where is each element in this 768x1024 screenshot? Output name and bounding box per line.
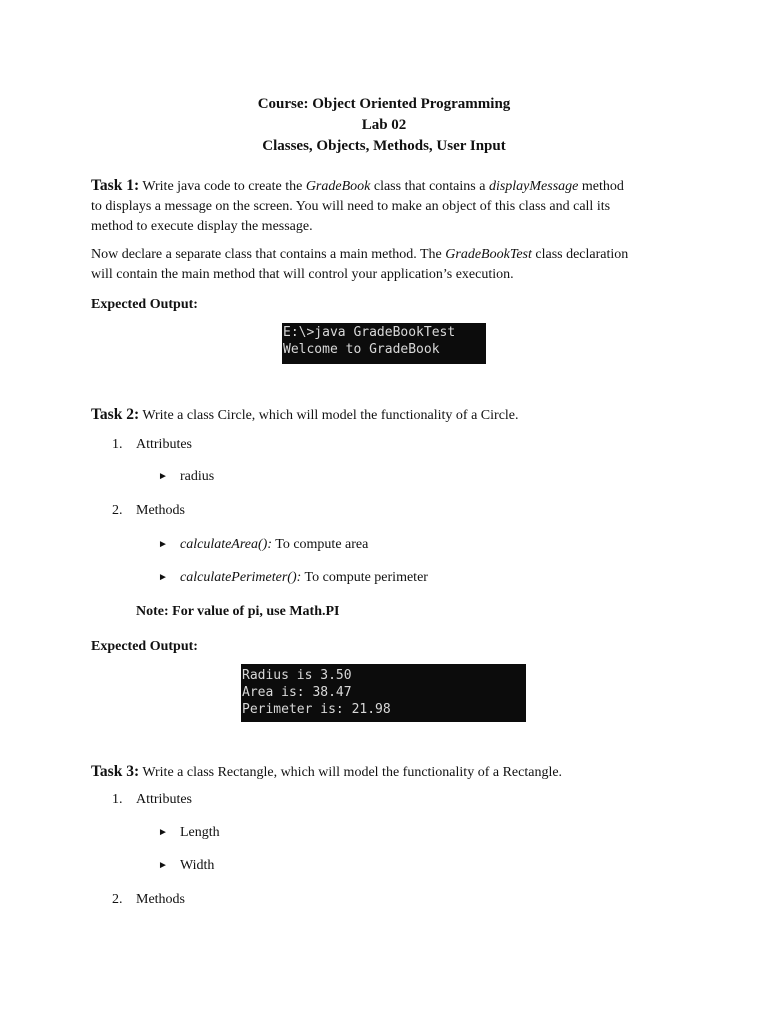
display-message-method-name: displayMessage: [488, 179, 579, 194]
bullet-icon: ►: [158, 539, 168, 550]
task2-console-output: [241, 664, 526, 722]
bullet-icon: ►: [158, 471, 168, 482]
task2-text: Write a class Circle, which will model the functionality of a Circle.: [139, 408, 519, 423]
console-line: Perimeter is: 21.98: [242, 702, 391, 717]
method-name: calculatePerimeter():: [180, 570, 302, 585]
task1-text: method to execute display the message.: [91, 219, 313, 234]
task3-paragraph: [91, 762, 691, 783]
task2-method-perimeter: [180, 570, 428, 586]
task3-item2-number: 2.: [112, 892, 123, 907]
task1-text: will contain the main method that will control your application’s execution.: [91, 267, 514, 282]
course-title: Course: Object Oriented Programming: [257, 96, 511, 112]
method-name: calculateArea():: [180, 537, 272, 552]
task2-paragraph: [91, 405, 691, 426]
task2-attribute-radius: radius: [180, 469, 215, 484]
gradebook-class-name: GradeBook: [305, 179, 371, 194]
task3-item2-label: Methods: [136, 892, 185, 907]
task3-attribute-length: Length: [180, 825, 220, 840]
task2-item1-number: 1.: [112, 437, 123, 452]
task3-text: Write a class Rectangle, which will model the functionality of a Rectangle.: [139, 765, 563, 780]
method-desc: To compute perimeter: [301, 570, 428, 585]
bullet-icon: ►: [158, 572, 168, 583]
console-line: Welcome to GradeBook: [283, 342, 440, 357]
task1-text: to displays a message on the screen. You will need to make an object of this class and call its: [91, 199, 611, 214]
task1-text: class declaration: [531, 247, 629, 262]
bullet-icon: ►: [158, 860, 168, 871]
task1-paragraph-2: [91, 245, 691, 285]
task3-attribute-width: Width: [180, 858, 215, 873]
task3-item1-number: 1.: [112, 792, 123, 807]
task1-console-output: [282, 323, 486, 364]
task1-text: Write java code to create the: [139, 179, 306, 194]
method-desc: To compute area: [272, 537, 369, 552]
task1-label: Task 1:: [91, 177, 140, 194]
task1-text: Now declare a separate class that contains a main method. The: [91, 247, 446, 262]
task3-label: Task 3:: [91, 763, 140, 780]
task2-expected-output-label: Expected Output:: [91, 639, 198, 654]
lab-title: Lab 02: [361, 117, 407, 133]
bullet-icon: ►: [158, 827, 168, 838]
task3-item1-label: Attributes: [136, 792, 192, 807]
console-line: E:\>java GradeBookTest: [283, 325, 456, 340]
task2-note: Note: For value of pi, use Math.PI: [136, 604, 340, 619]
topics-title: Classes, Objects, Methods, User Input: [262, 138, 506, 154]
task2-item2-number: 2.: [112, 503, 123, 518]
task2-method-area: [180, 537, 368, 553]
console-line: Radius is 3.50: [242, 668, 352, 683]
task2-item2-label: Methods: [136, 503, 185, 518]
task1-expected-output-label: Expected Output:: [91, 297, 198, 312]
task2-label: Task 2:: [91, 406, 140, 423]
task1-paragraph: [91, 176, 691, 237]
task1-text: method: [578, 179, 624, 194]
gradebooktest-class-name: GradeBookTest: [445, 247, 532, 262]
document-header: [0, 94, 768, 157]
console-line: Area is: 38.47: [242, 685, 352, 700]
task1-text: class that contains a: [370, 179, 489, 194]
task2-item1-label: Attributes: [136, 437, 192, 452]
